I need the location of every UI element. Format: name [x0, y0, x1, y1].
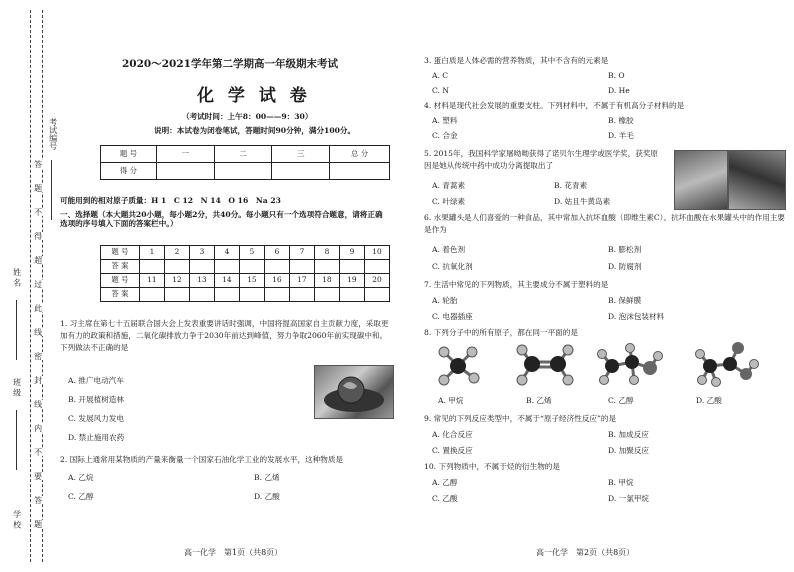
exam-number-blank[interactable]: [51, 160, 52, 220]
q2-option-a[interactable]: A. 乙烷: [68, 473, 94, 482]
table-cell: 1: [139, 246, 164, 260]
q4-option-a[interactable]: A. 塑料: [432, 116, 458, 125]
table-cell[interactable]: [264, 260, 289, 274]
table-cell: 二: [214, 146, 272, 163]
table-cell[interactable]: [239, 288, 264, 302]
table-cell[interactable]: [364, 288, 389, 302]
q6-option-a[interactable]: A. 着色剂: [432, 245, 466, 254]
q4-option-c[interactable]: C. 合金: [432, 131, 458, 140]
question-1-stem: 1. 习主席在第七十五届联合国大会上发表重要讲话时强调，中国将提高国家自主贡献力度，采取更加有力的政策和措施，二氧化碳排放力争于2030年前达到峰值，努力争取2060年前实现碳中和。下列做法不正确的是: [60, 319, 389, 352]
q8-option-b[interactable]: B. 乙烯: [526, 396, 552, 405]
score-table: [100, 145, 390, 180]
seal-warning-char: 得: [33, 232, 43, 240]
row-header-cell: 题 号: [101, 146, 157, 163]
exam-number-label: 考试编号: [48, 118, 58, 150]
subject-title: 化 学 试 卷: [197, 86, 311, 106]
scientist-photo-1: [674, 150, 728, 210]
q10-option-c[interactable]: C. 乙酸: [432, 494, 458, 503]
table-cell: 14: [214, 274, 239, 288]
question-8-stem: 8. 下列分子中的所有原子，都在同一平面的是: [424, 328, 578, 337]
q3-option-b[interactable]: B. O: [608, 71, 625, 80]
exam-title: 2020～2021学年第二学期高一年级期末考试: [122, 58, 338, 70]
seal-warning-char: 此: [33, 304, 43, 312]
table-cell[interactable]: [314, 260, 339, 274]
question-10-stem: 10. 下列物质中，不属于烃的衍生物的是: [424, 462, 560, 471]
seal-warning-char: 不: [33, 208, 43, 216]
seal-warning-char: 题: [33, 520, 43, 528]
name-label: 姓 名: [12, 268, 22, 287]
q2-option-b[interactable]: B. 乙烯: [254, 473, 280, 482]
q4-option-d[interactable]: D. 羊毛: [608, 131, 634, 140]
ethylene-model-icon: [517, 345, 573, 385]
q5-option-d[interactable]: D. 姑且牛黄岛素: [554, 197, 611, 206]
table-cell: 17: [289, 274, 314, 288]
table-cell[interactable]: [164, 260, 189, 274]
molecule-models: [434, 342, 784, 388]
table-cell[interactable]: [330, 163, 390, 180]
question-6-stem: 6. 水果罐头是人们喜爱的一种食品，其中常加入抗坏血酸（即维生素C）。抗坏血酸在水果罐头中的作用主要是作为: [424, 213, 785, 234]
seal-warning-char: 内: [33, 424, 43, 432]
seal-warning-char: 封: [33, 376, 43, 384]
table-cell[interactable]: [164, 288, 189, 302]
earth-illustration-icon: [315, 366, 393, 418]
table-cell: 19: [339, 274, 364, 288]
table-cell[interactable]: [264, 288, 289, 302]
table-cell: 2: [164, 246, 189, 260]
row-header-cell: 答 案: [101, 260, 140, 274]
row-header-cell: 题 号: [101, 246, 140, 260]
class-label: 班 级: [12, 378, 22, 397]
table-cell: 4: [214, 246, 239, 260]
q8-option-a[interactable]: A. 甲烷: [438, 396, 464, 405]
q10-option-a[interactable]: A. 乙醇: [432, 478, 458, 487]
name-blank[interactable]: [16, 300, 17, 360]
question-2-stem: 2. 国际上通常用某物质的产量来衡量一个国家石油化学工业的发展水平，这种物质是: [60, 455, 344, 464]
q7-option-c[interactable]: C. 电器插座: [432, 312, 473, 321]
q7-option-d[interactable]: D. 泡沫包装材料: [608, 312, 665, 321]
q6-option-d[interactable]: D. 防腐剂: [608, 262, 642, 271]
q9-option-b[interactable]: B. 加成反应: [608, 430, 649, 439]
q9-option-c[interactable]: C. 置换反应: [432, 446, 473, 455]
acetic-acid-model-icon: [696, 342, 759, 387]
table-cell: 7: [289, 246, 314, 260]
row-header-cell: 得 分: [101, 163, 157, 180]
question-4-stem: 4. 材料是现代社会发展的重要支柱。下列材料中，不属于有机高分子材料的是: [424, 101, 685, 110]
table-cell: 总 分: [330, 146, 390, 163]
table-cell[interactable]: [156, 163, 214, 180]
question-3-stem: 3. 蛋白质是人体必需的营养物质，其中不含有的元素是: [424, 56, 609, 65]
table-cell[interactable]: [239, 260, 264, 274]
seal-warning-char: 题: [33, 184, 43, 192]
seal-dashed-line-outer: [30, 10, 31, 562]
q3-option-c[interactable]: C. N: [432, 86, 450, 95]
page-1-footer: 高一化学 第1页（共8页）: [184, 548, 283, 557]
row-header-cell: 题 号: [101, 274, 140, 288]
page-2-footer: 高一化学 第2页（共8页）: [536, 548, 635, 557]
class-blank[interactable]: [16, 410, 17, 470]
atomic-masses: 可能用到的相对原子质量：H 1 C 12 N 14 O 16 Na 23: [60, 196, 281, 205]
q3-option-a[interactable]: A. C: [432, 71, 449, 80]
exam-time: （考试时间：上午8：00——9：30）: [182, 112, 313, 121]
methane-model-icon: [439, 347, 479, 385]
q10-option-d[interactable]: D. 一氯甲烷: [608, 494, 650, 503]
q3-option-d[interactable]: D. He: [608, 86, 630, 95]
q10-option-b[interactable]: B. 甲烷: [608, 478, 634, 487]
q1-option-c[interactable]: C. 发展风力发电: [68, 414, 124, 423]
table-cell[interactable]: [289, 260, 314, 274]
earth-image: [314, 365, 394, 419]
table-cell[interactable]: [139, 260, 164, 274]
table-cell: 20: [364, 274, 389, 288]
scientist-photo-2: [728, 150, 786, 210]
page-1: [60, 0, 402, 572]
answer-table: [100, 245, 390, 302]
table-cell: 一: [156, 146, 214, 163]
seal-warning-char: 密: [33, 352, 43, 360]
table-cell[interactable]: [214, 163, 272, 180]
table-cell[interactable]: [364, 260, 389, 274]
table-cell[interactable]: [339, 288, 364, 302]
table-cell: 13: [189, 274, 214, 288]
q2-option-d[interactable]: D. 乙酸: [254, 492, 280, 501]
table-cell: 11: [139, 274, 164, 288]
table-cell: 10: [364, 246, 389, 260]
table-cell: 5: [239, 246, 264, 260]
table-cell: 12: [164, 274, 189, 288]
q8-option-d[interactable]: D. 乙酸: [696, 396, 722, 405]
table-cell: 6: [264, 246, 289, 260]
question-5-stem: 5. 2015年，我国科学家屠呦呦获得了诺贝尔生理学或医学奖，获奖原因是她从传统中药中成功分离提取出了: [424, 149, 659, 171]
table-cell: 8: [314, 246, 339, 260]
q6-option-b[interactable]: B. 膨松剂: [608, 245, 642, 254]
table-cell: 16: [264, 274, 289, 288]
seal-warning-char: 要: [33, 472, 43, 480]
q8-option-c[interactable]: C. 乙醇: [608, 396, 634, 405]
q1-option-a[interactable]: A. 推广电动汽车: [68, 376, 124, 385]
page-2: [424, 0, 784, 572]
table-cell: 15: [239, 274, 264, 288]
school-label: 学 校: [12, 510, 22, 529]
q1-option-d[interactable]: D. 禁止施用农药: [68, 433, 125, 442]
seal-warning-char: 线: [33, 400, 43, 408]
q4-option-b[interactable]: B. 橡胶: [608, 116, 634, 125]
q5-option-c[interactable]: C. 叶绿素: [432, 197, 466, 206]
q9-option-a[interactable]: A. 化合反应: [432, 430, 473, 439]
seal-warning-char: 过: [33, 280, 43, 288]
table-cell[interactable]: [314, 288, 339, 302]
q6-option-c[interactable]: C. 抗氧化剂: [432, 262, 473, 271]
table-cell: 三: [272, 146, 330, 163]
table-cell[interactable]: [214, 260, 239, 274]
q1-option-b[interactable]: B. 开展植树造林: [68, 395, 124, 404]
table-cell: 18: [314, 274, 339, 288]
table-cell[interactable]: [339, 260, 364, 274]
q5-option-b[interactable]: B. 花青素: [554, 181, 588, 190]
section-1-heading: 一、选择题（本大题共20小题，每小题2分，共40分。每小题只有一个选项符合题意，请将正确选项的序号填入下面的答案栏中。）: [60, 210, 383, 229]
table-cell[interactable]: [214, 288, 239, 302]
q2-option-c[interactable]: C. 乙醇: [68, 492, 94, 501]
q5-option-a[interactable]: A. 青蒿素: [432, 181, 466, 190]
seal-warning-char: 答: [33, 160, 43, 168]
q7-option-a[interactable]: A. 轮胎: [432, 296, 458, 305]
q7-option-b[interactable]: B. 保鲜膜: [608, 296, 642, 305]
seal-warning-char: 线: [33, 328, 43, 336]
seal-warning-char: 答: [33, 496, 43, 504]
ethanol-model-icon: [598, 344, 663, 385]
table-cell[interactable]: [272, 163, 330, 180]
table-cell: 3: [189, 246, 214, 260]
seal-warning-char: 超: [33, 256, 43, 264]
binding-strip: [0, 0, 62, 572]
table-cell[interactable]: [289, 288, 314, 302]
instructions: 说明：本试卷为闭卷笔试，答题时间90分钟，满分100分。: [154, 126, 356, 135]
row-header-cell: 答 案: [101, 288, 140, 302]
table-cell[interactable]: [139, 288, 164, 302]
question-9-stem: 9. 常见的下列反应类型中，不属于“原子经济性反应”的是: [424, 414, 617, 423]
table-cell: 9: [339, 246, 364, 260]
table-cell[interactable]: [189, 260, 214, 274]
table-cell[interactable]: [189, 288, 214, 302]
question-7-stem: 7. 生活中常见的下列物质，其主要成分不属于塑料的是: [424, 280, 609, 289]
seal-warning-char: 不: [33, 448, 43, 456]
q9-option-d[interactable]: D. 加聚反应: [608, 446, 650, 455]
